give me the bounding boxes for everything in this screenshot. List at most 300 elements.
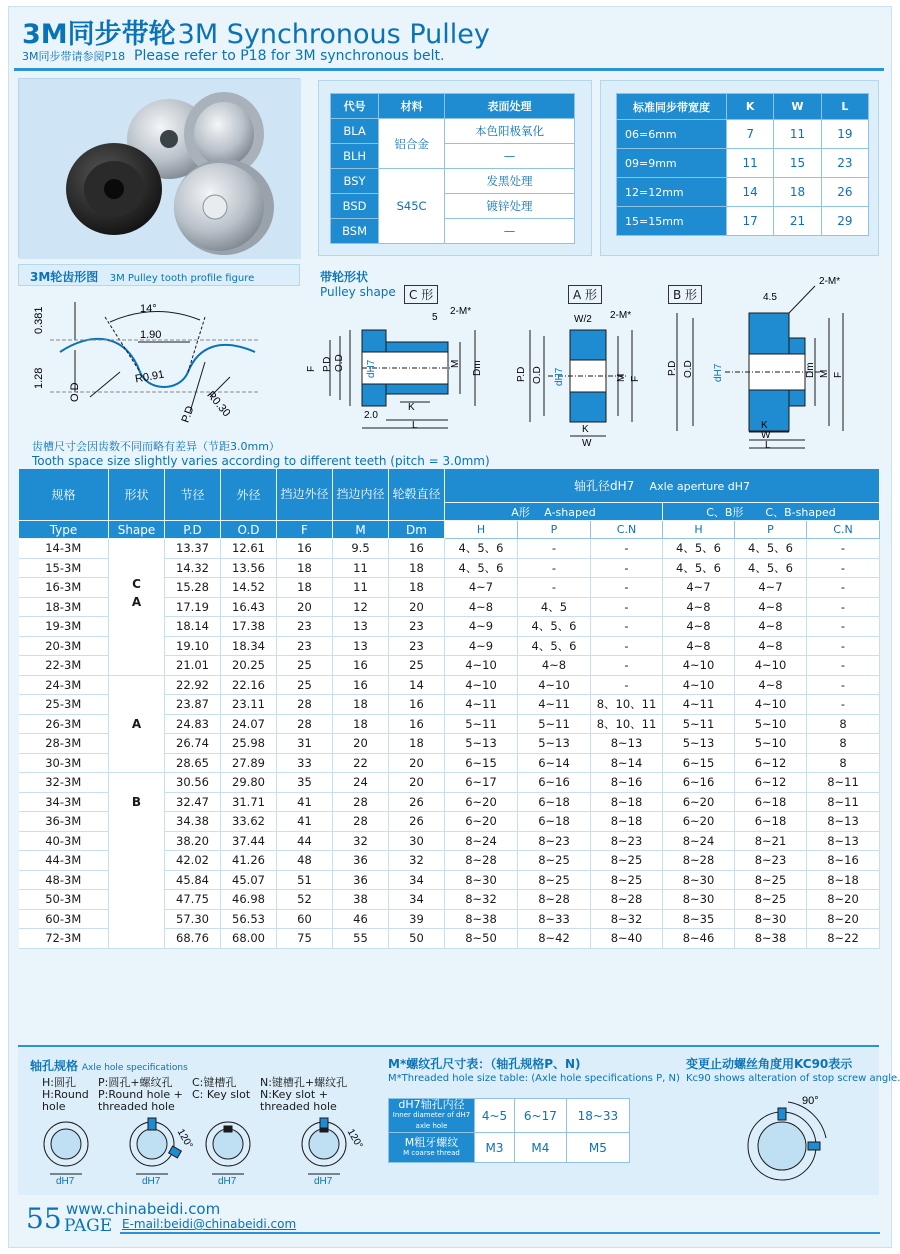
table-cell: 39 bbox=[389, 909, 445, 929]
header-shape-en: Shape bbox=[109, 521, 165, 539]
shape-cell bbox=[109, 675, 165, 773]
table-cell: 32-3M bbox=[19, 773, 109, 793]
table-cell: 4~10 bbox=[445, 656, 518, 676]
table-cell: 34 bbox=[389, 890, 445, 910]
width-k: 17 bbox=[727, 207, 774, 236]
tooth-profile-label bbox=[30, 268, 254, 285]
kc90-title-en: Kc90 shows alteration of stop screw angle. bbox=[686, 1073, 900, 1084]
table-cell: 8~25 bbox=[735, 870, 807, 890]
axle-type-p bbox=[98, 1077, 194, 1113]
table-cell: - bbox=[807, 636, 880, 656]
table-cell: 37.44 bbox=[221, 831, 277, 851]
dh7-label: dH7 bbox=[142, 1176, 161, 1187]
table-cell: 25 bbox=[389, 656, 445, 676]
thread-row1-sub: Inner diameter of dH7 axle hole bbox=[392, 1111, 471, 1130]
kc90-drawing bbox=[730, 1088, 850, 1188]
header-a-p: P bbox=[518, 521, 591, 539]
table-cell: 28 bbox=[333, 812, 389, 832]
dim-c: P.D bbox=[322, 356, 333, 372]
header-m-zh: 挡边内径 bbox=[333, 469, 389, 521]
table-cell: 20 bbox=[277, 597, 333, 617]
dim-a: M bbox=[616, 373, 627, 382]
mat-code: BSD bbox=[331, 194, 379, 219]
table-cell: 17.38 bbox=[221, 617, 277, 637]
table-cell: 13.37 bbox=[165, 539, 221, 559]
table-cell: 8~20 bbox=[807, 909, 880, 929]
table-cell: - bbox=[591, 578, 663, 598]
table-cell: 8~16 bbox=[591, 773, 663, 793]
table-cell: 16 bbox=[333, 656, 389, 676]
table-cell: 23 bbox=[389, 617, 445, 637]
shape-a-tag: A 形 bbox=[568, 285, 602, 304]
table-cell: - bbox=[518, 578, 591, 598]
thread-cell: M4 bbox=[515, 1133, 567, 1163]
header-od-zh: 外径 bbox=[221, 469, 277, 521]
width-l: 29 bbox=[821, 207, 868, 236]
table-cell: 36 bbox=[333, 870, 389, 890]
dim-a: K bbox=[582, 424, 589, 435]
axle-type-desc: H:Round hole bbox=[42, 1088, 89, 1113]
table-cell: 26 bbox=[389, 812, 445, 832]
table-cell: 27.89 bbox=[221, 753, 277, 773]
dim-b: F bbox=[833, 371, 844, 378]
table-cell: 8~20 bbox=[807, 890, 880, 910]
table-cell: 26-3M bbox=[19, 714, 109, 734]
table-cell: 41 bbox=[277, 812, 333, 832]
table-cell: 8~30 bbox=[663, 870, 735, 890]
tooth-space-note bbox=[32, 440, 490, 468]
table-cell: 8~33 bbox=[518, 909, 591, 929]
table-cell: 8~40 bbox=[591, 929, 663, 949]
shape-cell bbox=[109, 539, 165, 676]
dim-c: 5 bbox=[432, 312, 438, 323]
table-cell: 8~22 bbox=[807, 929, 880, 949]
axle-type-code: H:圆孔 bbox=[42, 1076, 76, 1089]
table-cell: 6~16 bbox=[663, 773, 735, 793]
shape-label: B bbox=[131, 795, 142, 809]
table-cell: 18.14 bbox=[165, 617, 221, 637]
table-cell: 4~8 bbox=[663, 617, 735, 637]
table-cell: 8~25 bbox=[518, 870, 591, 890]
dim-b: dH7 bbox=[713, 363, 724, 382]
dim-c: 2.0 bbox=[364, 410, 378, 421]
table-cell: 24 bbox=[333, 773, 389, 793]
table-cell: 8~18 bbox=[591, 792, 663, 812]
table-cell: 6~18 bbox=[735, 792, 807, 812]
table-cell: 4~9 bbox=[445, 636, 518, 656]
dh7-label: dH7 bbox=[56, 1176, 75, 1187]
dim-a: P.D bbox=[516, 366, 527, 382]
header-od-en: O.D bbox=[221, 521, 277, 539]
table-cell: 4~10 bbox=[663, 656, 735, 676]
mat-treatment: — bbox=[445, 219, 575, 244]
table-cell: 4、5、6 bbox=[663, 558, 735, 578]
table-cell: 4~10 bbox=[518, 675, 591, 695]
table-cell: 8~11 bbox=[807, 773, 880, 793]
thread-cell: 6~17 bbox=[515, 1099, 567, 1133]
shape-b-tag: B 形 bbox=[668, 285, 702, 304]
mat-treatment: — bbox=[445, 144, 575, 169]
table-cell: 50 bbox=[389, 929, 445, 949]
table-cell: 25-3M bbox=[19, 695, 109, 715]
dim-b: M bbox=[819, 369, 830, 378]
dim-190: 1.90 bbox=[140, 329, 162, 341]
table-cell: 13 bbox=[333, 636, 389, 656]
dh7-label: dH7 bbox=[314, 1176, 333, 1187]
table-cell: - bbox=[807, 578, 880, 598]
table-cell: 4、5、6 bbox=[445, 558, 518, 578]
header-type-en: Type bbox=[19, 521, 109, 539]
table-row bbox=[19, 773, 880, 793]
table-cell: 11 bbox=[333, 578, 389, 598]
table-cell: 8~13 bbox=[807, 812, 880, 832]
thread-cell: 18~33 bbox=[566, 1099, 629, 1133]
table-cell: - bbox=[591, 617, 663, 637]
tooth-profile-diagram bbox=[30, 292, 280, 440]
table-cell: 6~20 bbox=[445, 812, 518, 832]
dim-angle: 14° bbox=[140, 303, 157, 315]
mat-treatment: 本色阳极氧化 bbox=[445, 119, 575, 144]
dh7-label: dH7 bbox=[218, 1176, 237, 1187]
table-cell: 5~10 bbox=[735, 734, 807, 754]
shape-cell bbox=[109, 773, 165, 949]
table-cell: 8、10、11 bbox=[591, 714, 663, 734]
pulley-photo-black bbox=[66, 143, 162, 235]
pulley-shape-label-en: Pulley shape bbox=[320, 285, 396, 299]
table-cell: 6~16 bbox=[518, 773, 591, 793]
table-cell: 6~18 bbox=[735, 812, 807, 832]
width-w: 15 bbox=[774, 149, 821, 178]
table-cell: 44-3M bbox=[19, 851, 109, 871]
table-cell: 8~23 bbox=[735, 851, 807, 871]
table-cell: 25 bbox=[277, 656, 333, 676]
angle-label: 120° bbox=[344, 1127, 365, 1151]
table-cell: 4~8 bbox=[735, 675, 807, 695]
table-cell: 4~8 bbox=[663, 636, 735, 656]
dim-b: L bbox=[765, 440, 771, 451]
table-cell: 19.10 bbox=[165, 636, 221, 656]
header-a-group: A形 A-shaped bbox=[445, 503, 663, 521]
header-dm-zh: 轮毂直径 bbox=[389, 469, 445, 521]
table-cell: 18 bbox=[389, 558, 445, 578]
header-pd-en: P.D bbox=[165, 521, 221, 539]
dim-c: M bbox=[450, 359, 461, 368]
table-cell: 8 bbox=[807, 734, 880, 754]
table-cell: 8~23 bbox=[591, 831, 663, 851]
width-header-l: L bbox=[821, 94, 868, 120]
table-cell: 31 bbox=[277, 734, 333, 754]
table-cell: 8~25 bbox=[591, 851, 663, 871]
page-subtitle bbox=[22, 48, 445, 64]
table-cell: 41.26 bbox=[221, 851, 277, 871]
table-cell: 14.32 bbox=[165, 558, 221, 578]
table-cell: 22.92 bbox=[165, 675, 221, 695]
table-cell: 4、5、6 bbox=[735, 539, 807, 559]
table-cell: 4~8 bbox=[518, 656, 591, 676]
thread-row2-label bbox=[389, 1133, 475, 1163]
table-cell: 40-3M bbox=[19, 831, 109, 851]
table-cell: 25 bbox=[277, 675, 333, 695]
shape-label: A bbox=[131, 595, 142, 609]
table-cell: 8 bbox=[807, 753, 880, 773]
table-cell: 4、5 bbox=[518, 597, 591, 617]
table-cell: 8~18 bbox=[591, 812, 663, 832]
width-row-label: 09=9mm bbox=[617, 149, 727, 178]
tooth-profile-label-en: 3M Pulley tooth profile figure bbox=[109, 273, 255, 284]
table-cell: 8~25 bbox=[518, 851, 591, 871]
axle-spec-label-en: Axle hole specifications bbox=[81, 1063, 188, 1073]
table-cell: 48-3M bbox=[19, 870, 109, 890]
table-cell: 48 bbox=[277, 851, 333, 871]
table-cell: 68.00 bbox=[221, 929, 277, 949]
header-axle-zh: 轴孔径dH7 bbox=[574, 479, 635, 493]
header-f-zh: 挡边外径 bbox=[277, 469, 333, 521]
table-cell: 28-3M bbox=[19, 734, 109, 754]
table-cell: 8~32 bbox=[591, 909, 663, 929]
table-cell: 32 bbox=[333, 831, 389, 851]
header-a-h: H bbox=[445, 521, 518, 539]
table-cell: 6~12 bbox=[735, 773, 807, 793]
dim-a: W bbox=[582, 438, 592, 449]
table-cell: 4~8 bbox=[663, 597, 735, 617]
table-cell: 35 bbox=[277, 773, 333, 793]
table-cell: 22 bbox=[333, 753, 389, 773]
width-header-label: 标准同步带宽度 bbox=[617, 94, 727, 120]
tooth-profile-label-zh: 3M轮齿形图 bbox=[30, 270, 99, 284]
table-cell: 5~10 bbox=[735, 714, 807, 734]
table-cell: 36 bbox=[333, 851, 389, 871]
mat-treatment: 镀锌处理 bbox=[445, 194, 575, 219]
table-cell: 5~11 bbox=[445, 714, 518, 734]
table-cell: - bbox=[591, 597, 663, 617]
table-cell: - bbox=[807, 539, 880, 559]
table-cell: 5~13 bbox=[518, 734, 591, 754]
dim-c: L bbox=[412, 420, 418, 431]
footer-email-link[interactable]: E-mail:beidi@chinabeidi.com bbox=[122, 1217, 297, 1231]
pulley-shape-label-zh: 带轮形状 bbox=[320, 270, 369, 284]
table-cell: 20-3M bbox=[19, 636, 109, 656]
table-cell: 8~11 bbox=[807, 792, 880, 812]
table-cell: 5~11 bbox=[518, 714, 591, 734]
table-cell: 60 bbox=[277, 909, 333, 929]
page-word: PAGE bbox=[64, 1216, 113, 1236]
table-cell: 4~8 bbox=[445, 597, 518, 617]
subtitle-zh: 3M同步带请参阅P18 bbox=[22, 50, 126, 63]
dim-b: O.D bbox=[683, 360, 694, 378]
table-cell: 4~8 bbox=[735, 597, 807, 617]
table-cell: 19-3M bbox=[19, 617, 109, 637]
note-en: Tooth space size slightly varies according to different teeth (pitch = 3.0mm) bbox=[32, 454, 490, 468]
table-cell: 4~9 bbox=[445, 617, 518, 637]
table-cell: 46 bbox=[333, 909, 389, 929]
table-cell: 45.84 bbox=[165, 870, 221, 890]
table-cell: 30.56 bbox=[165, 773, 221, 793]
table-cell: 23.11 bbox=[221, 695, 277, 715]
header-a-cn: C.N bbox=[591, 521, 663, 539]
dim-c: F bbox=[306, 365, 317, 372]
table-cell: 23 bbox=[389, 636, 445, 656]
thread-cell: M3 bbox=[475, 1133, 515, 1163]
table-cell: 16 bbox=[389, 539, 445, 559]
table-cell: 8~35 bbox=[663, 909, 735, 929]
title-en: 3M Synchronous Pulley bbox=[177, 19, 490, 50]
shape-label: A bbox=[131, 716, 142, 731]
dim-a: F bbox=[630, 375, 641, 382]
table-cell: 4~10 bbox=[663, 675, 735, 695]
dim-c: Dm bbox=[472, 360, 483, 376]
table-cell: 42.02 bbox=[165, 851, 221, 871]
header-axle bbox=[445, 469, 880, 503]
table-cell: 8~30 bbox=[663, 890, 735, 910]
dim-b: K bbox=[761, 420, 768, 431]
dim-pd: P.D bbox=[179, 404, 197, 425]
table-cell: 15.28 bbox=[165, 578, 221, 598]
dim-a: W/2 bbox=[574, 314, 592, 325]
dim-a: dH7 bbox=[554, 367, 565, 386]
width-k: 11 bbox=[727, 149, 774, 178]
table-cell: - bbox=[807, 675, 880, 695]
width-w: 18 bbox=[774, 178, 821, 207]
table-cell: 46.98 bbox=[221, 890, 277, 910]
table-cell: 20 bbox=[389, 753, 445, 773]
width-l: 26 bbox=[821, 178, 868, 207]
table-cell: 36-3M bbox=[19, 812, 109, 832]
table-cell: 34-3M bbox=[19, 792, 109, 812]
table-cell: 8~28 bbox=[445, 851, 518, 871]
table-cell: - bbox=[591, 636, 663, 656]
axle-type-h bbox=[42, 1077, 94, 1113]
table-cell: 29.80 bbox=[221, 773, 277, 793]
thread-table-title bbox=[388, 1058, 680, 1085]
table-cell: 8~14 bbox=[591, 753, 663, 773]
header-axle-en: Axle aperture dH7 bbox=[649, 480, 750, 493]
table-cell: 4、5、6 bbox=[445, 539, 518, 559]
table-cell: 56.53 bbox=[221, 909, 277, 929]
footer-rule bbox=[120, 1232, 880, 1234]
table-cell: 57.30 bbox=[165, 909, 221, 929]
footer-url-link[interactable]: www.chinabeidi.com bbox=[66, 1200, 221, 1218]
table-cell: 52 bbox=[277, 890, 333, 910]
mat-code: BLA bbox=[331, 119, 379, 144]
mat-code: BSY bbox=[331, 169, 379, 194]
table-cell: 9.5 bbox=[333, 539, 389, 559]
dim-0381: 0.381 bbox=[33, 306, 45, 334]
table-cell: 21.01 bbox=[165, 656, 221, 676]
width-w: 21 bbox=[774, 207, 821, 236]
table-cell: 14-3M bbox=[19, 539, 109, 559]
table-cell: 26.74 bbox=[165, 734, 221, 754]
table-cell: 8~46 bbox=[663, 929, 735, 949]
dim-od: O.D bbox=[69, 382, 81, 402]
header-pd-zh: 节径 bbox=[165, 469, 221, 521]
table-row bbox=[19, 675, 880, 695]
dim-c: K bbox=[408, 402, 415, 413]
axle-type-n bbox=[260, 1077, 348, 1113]
table-cell: 6~12 bbox=[735, 753, 807, 773]
table-cell: 28 bbox=[333, 792, 389, 812]
table-cell: 51 bbox=[277, 870, 333, 890]
table-cell: 23 bbox=[277, 617, 333, 637]
table-cell: 8~18 bbox=[807, 870, 880, 890]
table-cell: 6~15 bbox=[445, 753, 518, 773]
table-cell: - bbox=[807, 558, 880, 578]
thread-row1-label bbox=[389, 1099, 475, 1133]
thread-row1-label-text: dH7轴孔内径 bbox=[398, 1098, 465, 1111]
table-cell: 4~8 bbox=[735, 636, 807, 656]
table-cell: 8~23 bbox=[518, 831, 591, 851]
table-cell: 45.07 bbox=[221, 870, 277, 890]
table-cell: 5~11 bbox=[663, 714, 735, 734]
table-cell: 4~8 bbox=[735, 617, 807, 637]
width-header-w: W bbox=[774, 94, 821, 120]
table-cell: 16 bbox=[389, 695, 445, 715]
table-cell: 24.07 bbox=[221, 714, 277, 734]
dim-r091: R0.91 bbox=[134, 368, 166, 386]
table-cell: 8~38 bbox=[445, 909, 518, 929]
table-cell: 15-3M bbox=[19, 558, 109, 578]
mat-material-aluminium: 铝合金 bbox=[379, 119, 445, 169]
table-cell: 6~15 bbox=[663, 753, 735, 773]
dim-b: 4.5 bbox=[763, 292, 777, 303]
table-cell: 20.25 bbox=[221, 656, 277, 676]
angle-label: 120° bbox=[174, 1127, 195, 1151]
table-cell: 8~28 bbox=[591, 890, 663, 910]
width-header-k: K bbox=[727, 94, 774, 120]
table-cell: 8~13 bbox=[591, 734, 663, 754]
table-row bbox=[19, 539, 880, 559]
table-cell: 28.65 bbox=[165, 753, 221, 773]
table-cell: 23 bbox=[277, 636, 333, 656]
table-cell: 18 bbox=[277, 578, 333, 598]
table-cell: 14.52 bbox=[221, 578, 277, 598]
axle-hole-drawings bbox=[30, 1112, 365, 1188]
table-cell: 8~24 bbox=[663, 831, 735, 851]
table-cell: - bbox=[518, 558, 591, 578]
dim-128: 1.28 bbox=[33, 367, 45, 389]
dim-b: W bbox=[761, 430, 771, 441]
table-cell: 18 bbox=[333, 695, 389, 715]
dim-c: 2-M* bbox=[450, 306, 472, 317]
table-cell: 30 bbox=[389, 831, 445, 851]
table-cell: 6~20 bbox=[663, 792, 735, 812]
table-cell: 22.16 bbox=[221, 675, 277, 695]
table-cell: 8~42 bbox=[518, 929, 591, 949]
page-number: 55 bbox=[26, 1202, 62, 1235]
table-cell: 38.20 bbox=[165, 831, 221, 851]
table-cell: 30-3M bbox=[19, 753, 109, 773]
shape-c-tag: C 形 bbox=[404, 285, 438, 304]
table-cell: 60-3M bbox=[19, 909, 109, 929]
axle-type-desc: C: Key slot bbox=[192, 1088, 251, 1101]
page-title bbox=[22, 12, 490, 51]
width-l: 23 bbox=[821, 149, 868, 178]
table-cell: 8~50 bbox=[445, 929, 518, 949]
axle-type-code: C:键槽孔 bbox=[192, 1076, 237, 1089]
table-cell: 5~13 bbox=[445, 734, 518, 754]
mat-header-treatment: 表面处理 bbox=[445, 94, 575, 119]
pulley-shape-label bbox=[320, 270, 396, 300]
dim-r030: R0.30 bbox=[204, 389, 233, 420]
table-cell: 8~38 bbox=[735, 929, 807, 949]
table-cell: 4~11 bbox=[663, 695, 735, 715]
table-cell: 26 bbox=[389, 792, 445, 812]
table-cell: 4、5、6 bbox=[735, 558, 807, 578]
table-cell: 8~32 bbox=[445, 890, 518, 910]
width-l: 19 bbox=[821, 120, 868, 149]
thread-table bbox=[388, 1098, 630, 1163]
table-cell: 4~7 bbox=[445, 578, 518, 598]
table-cell: 8~21 bbox=[735, 831, 807, 851]
